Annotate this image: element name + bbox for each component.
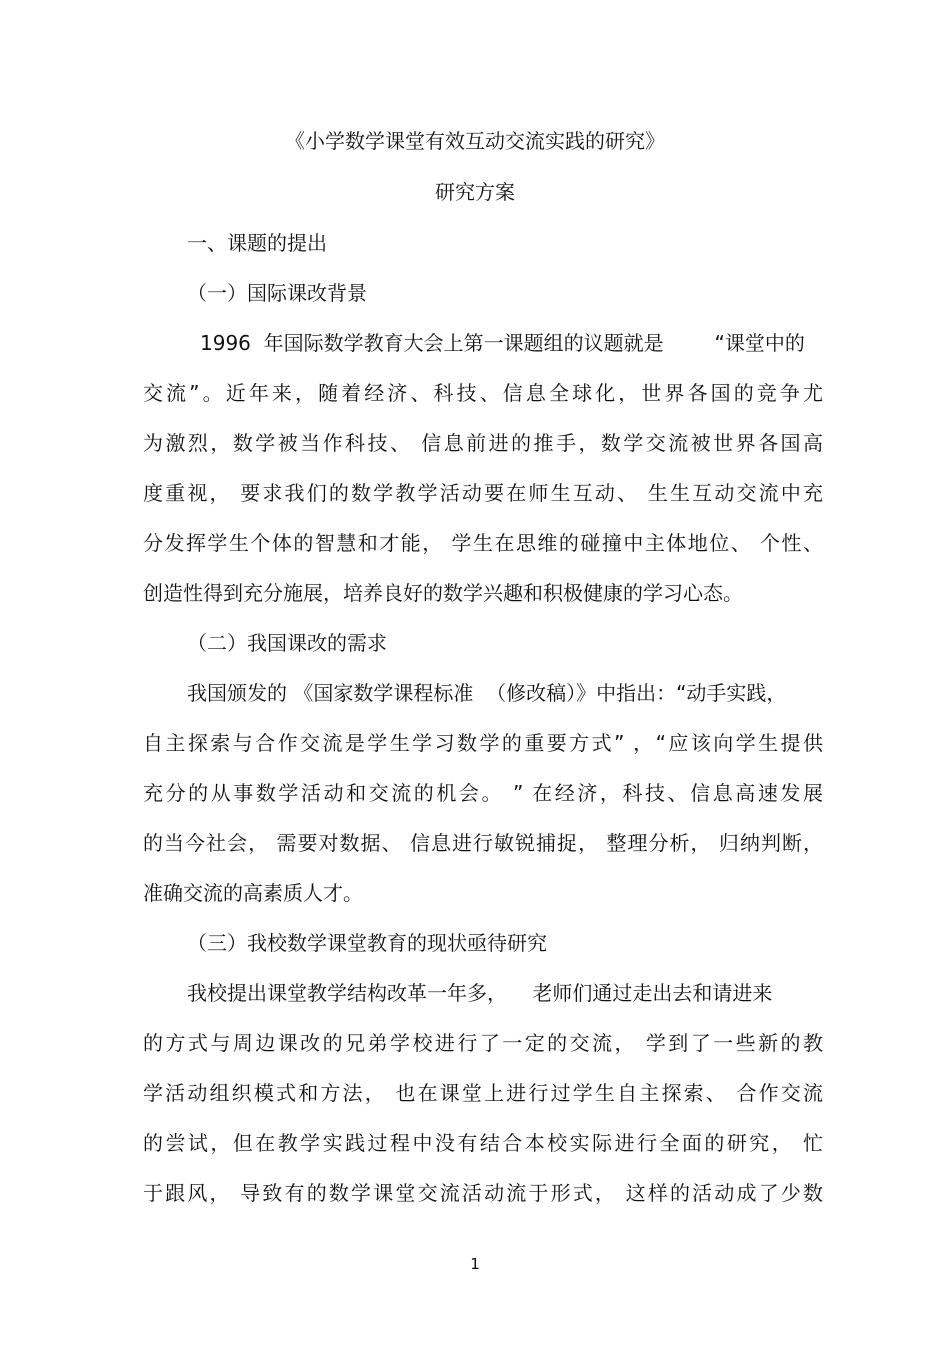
paragraph-line: 的方式与周边课改的兄弟学校进行了一定的交流， 学到了一些新的教 <box>143 1031 823 1055</box>
paragraph-line: 准确交流的高素质人才。 <box>143 881 363 905</box>
paragraph-line: 学活动组织模式和方法， 也在课堂上进行过学生自主探索、 合作交流 <box>143 1081 823 1105</box>
document-subtitle: 研究方案 <box>435 180 515 204</box>
paragraph-line: 自主探索与合作交流是学生学习数学的重要方式” ，“应该向学生提供 <box>143 731 823 755</box>
paragraph-line: 我国颁发的 《国家数学课程标准 （修改稿）》中指出：“动手实践， <box>187 681 787 705</box>
paragraph-line: 交流”。近年来，随着经济、科技、信息全球化，世界各国的竞争尤 <box>143 381 823 405</box>
paragraph-line: 创造性得到充分施展，培养良好的数学兴趣和积极健康的学习心态。 <box>143 581 743 605</box>
paragraph-line: 我校提出课堂教学结构改革一年多， 老师们通过走出去和请进来 <box>187 981 773 1005</box>
paragraph-line: 的尝试，但在教学实践过程中没有结合本校实际进行全面的研究， 忙 <box>143 1131 823 1155</box>
paragraph-line: 度重视， 要求我们的数学教学活动要在师生互动、 生生互动交流中充 <box>143 481 823 505</box>
document-title: 《小学数学课堂有效互动交流实践的研究》 <box>285 129 665 153</box>
subsection-heading: （一）国际课改背景 <box>187 281 367 305</box>
paragraph-line: 的当今社会， 需要对数据、 信息进行敏锐捕捉， 整理分析， 归纳判断， <box>143 831 823 855</box>
paragraph-line: 于跟风， 导致有的数学课堂交流活动流于形式， 这样的活动成了少数 <box>143 1181 823 1205</box>
paragraph-line: 1996 年国际数学教育大会上第一课题组的议题就是 “课堂中的 <box>200 331 805 355</box>
paragraph-line: 分发挥学生个体的智慧和才能， 学生在思维的碰撞中主体地位、 个性、 <box>143 531 823 555</box>
subsection-heading: （三）我校数学课堂教育的现状亟待研究 <box>187 931 547 955</box>
page-number: 1 <box>470 1255 480 1273</box>
subsection-heading: （二）我国课改的需求 <box>187 631 387 655</box>
section-heading: 一、课题的提出 <box>187 231 327 255</box>
paragraph-line: 充分的从事数学活动和交流的机会。 ” 在经济，科技、信息高速发展 <box>143 781 823 805</box>
paragraph-line: 为激烈，数学被当作科技、 信息前进的推手，数学交流被世界各国高 <box>143 431 823 455</box>
